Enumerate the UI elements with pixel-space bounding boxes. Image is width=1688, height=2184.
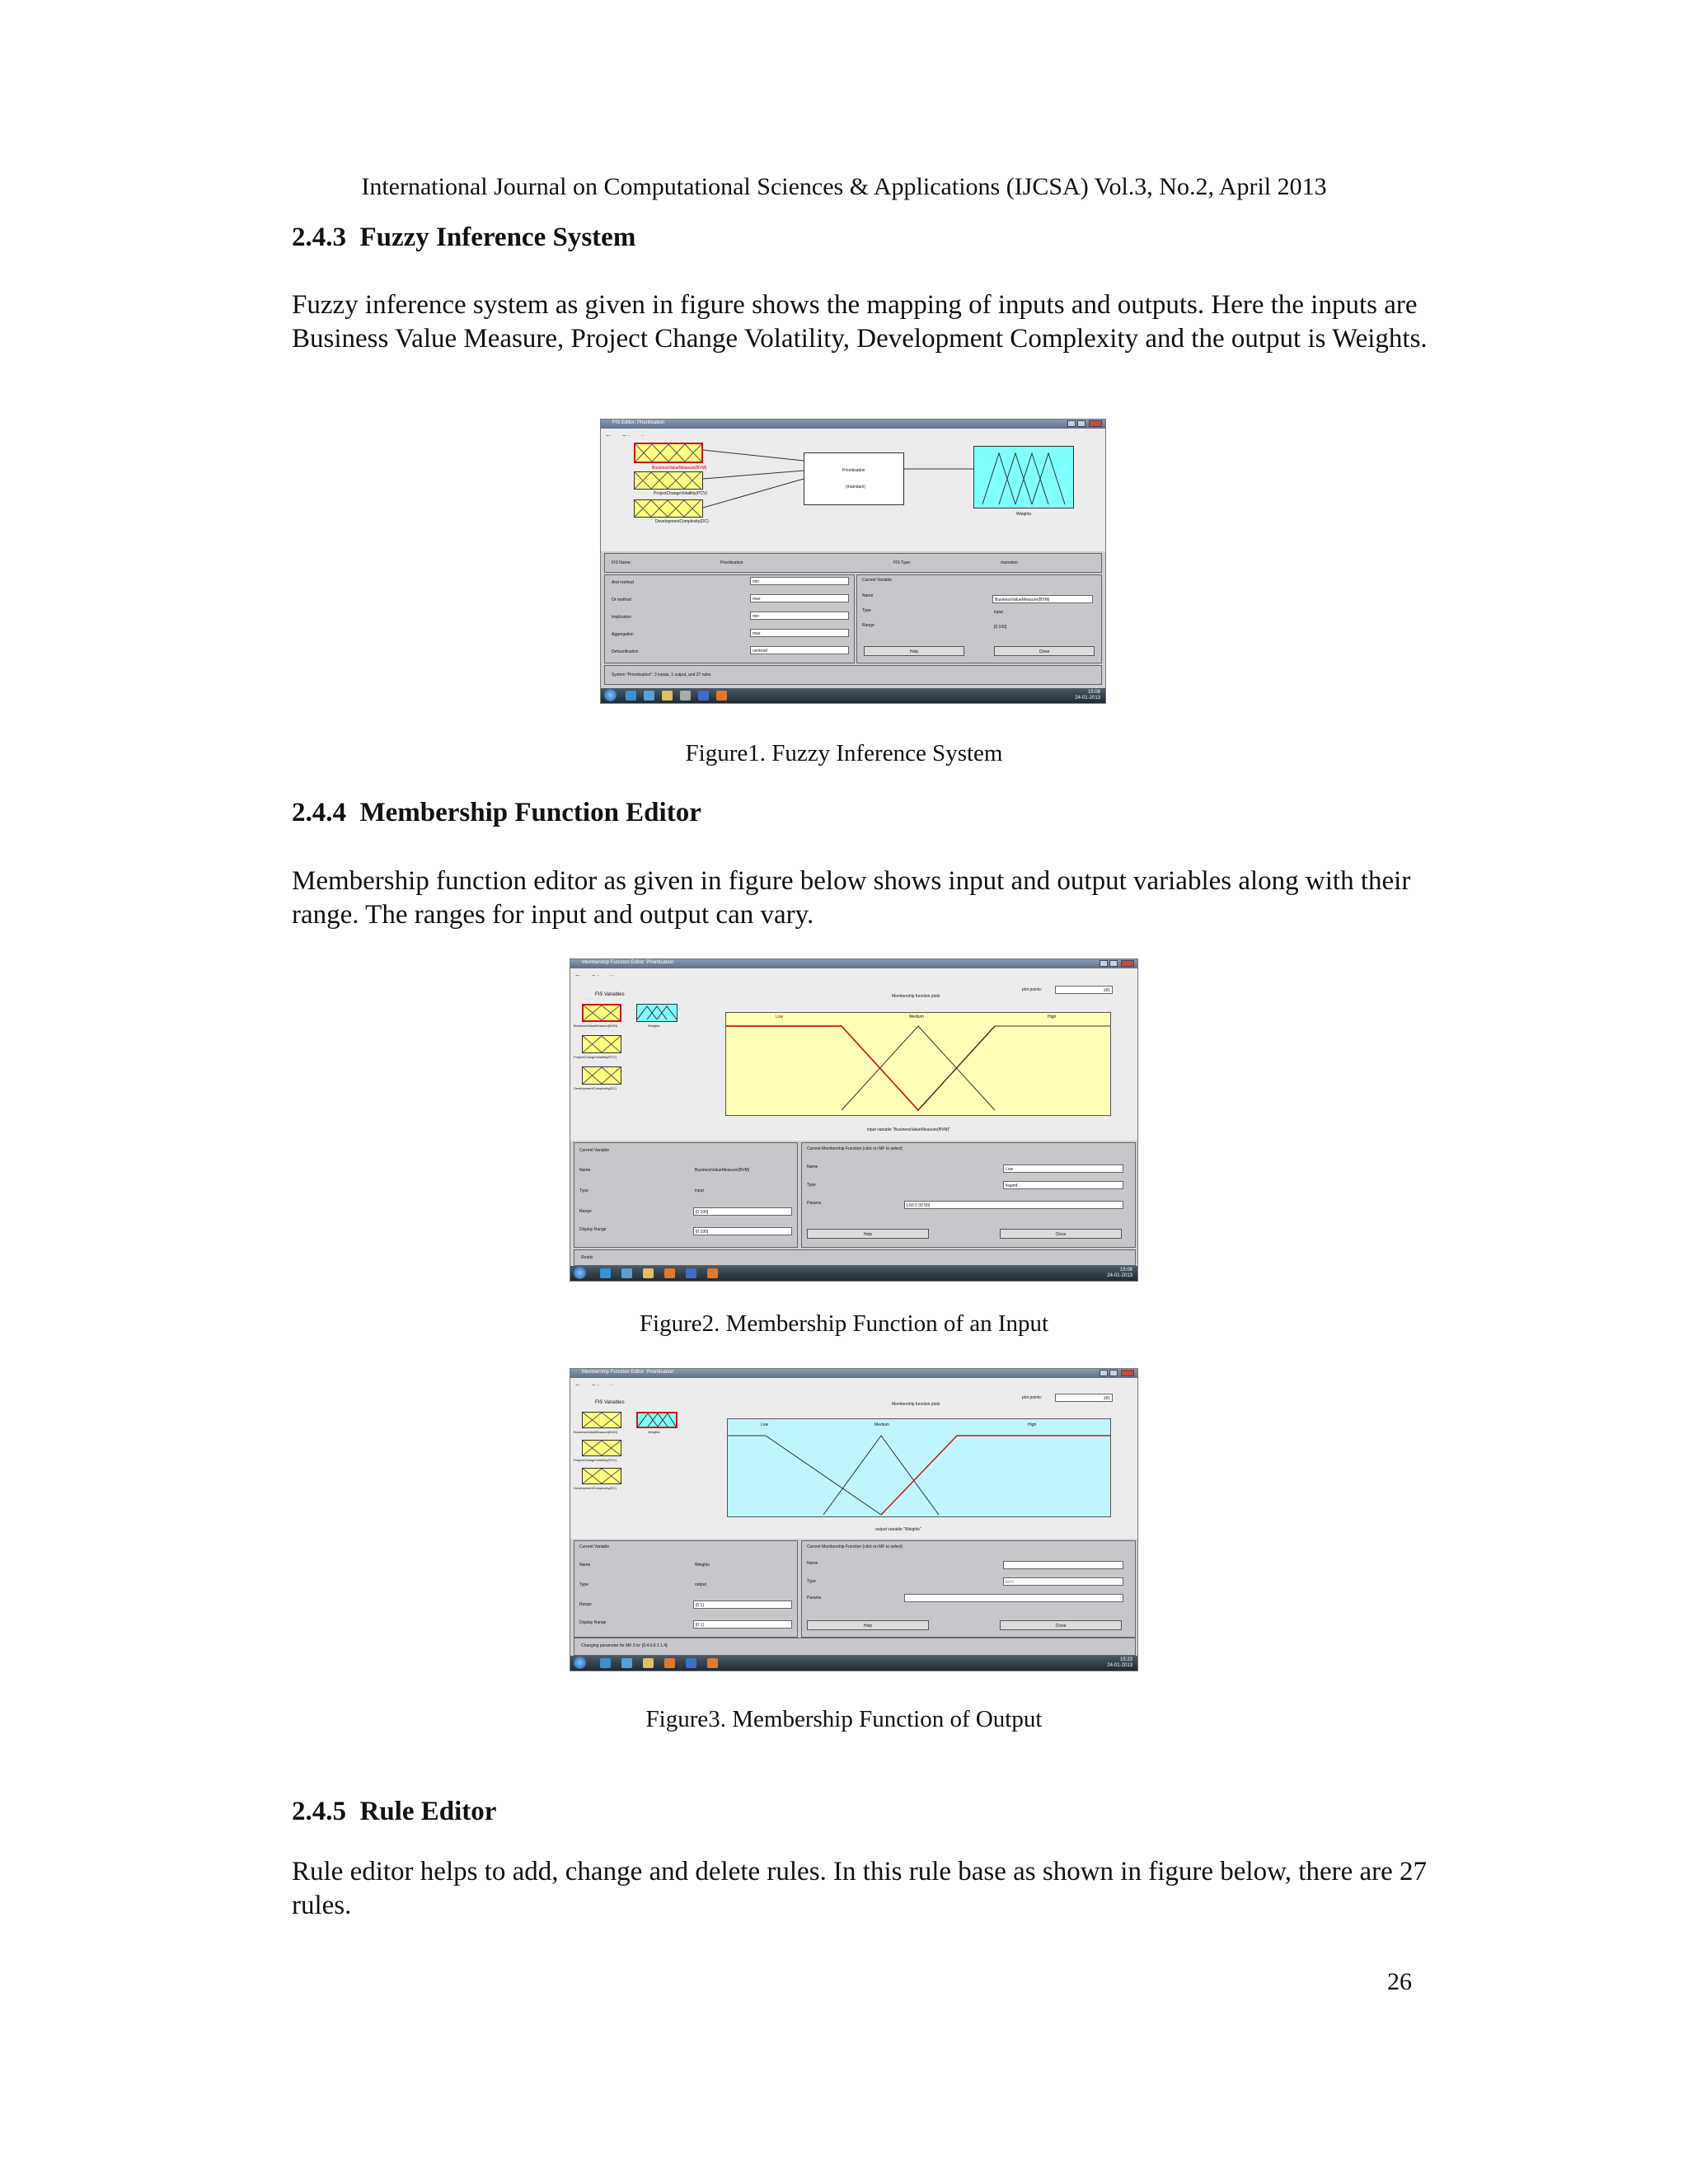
var-bvm-box[interactable]: [582, 1412, 621, 1428]
mf-shapes-icon: [584, 1005, 620, 1020]
mf-params-field[interactable]: [904, 1594, 1123, 1602]
var-bvm-label: BusinessValueMeasure(BVM): [574, 1024, 618, 1028]
input-dc-box[interactable]: [634, 499, 703, 518]
section-paragraph-mfe: Membership function editor as given in figure below shows input and output variables along with their range. The ranges for input and output can vary.: [292, 866, 1411, 930]
cv-name-value: Weights: [695, 1563, 710, 1568]
status-text: Ready: [581, 1255, 593, 1260]
word-icon[interactable]: [698, 691, 709, 701]
section-title: Membership Function Editor: [359, 798, 701, 827]
cv-display-range-label: Display Range: [579, 1227, 607, 1232]
clock-time: 15:23: [1119, 1657, 1132, 1662]
fis-variables-title: FIS Variables: [595, 1400, 625, 1405]
mf-label-medium: Medium: [909, 1015, 924, 1019]
and-method-label: And method: [612, 580, 634, 585]
maximize-icon[interactable]: [1109, 1370, 1118, 1376]
input-bvm-box[interactable]: [634, 443, 703, 463]
methods-panel: [604, 574, 855, 663]
section-paragraph-rule-editor: Rule editor helps to add, change and delete rules. In this rule base as shown in figure below, there are 27 rules.: [292, 1857, 1428, 1920]
or-method-label: Or method: [612, 598, 631, 602]
cv-range-value: [0 100]: [994, 625, 1007, 630]
windows-taskbar: [601, 688, 1105, 703]
media-icon[interactable]: [621, 1658, 632, 1668]
window-titlebar: [570, 1369, 1137, 1378]
section-heading-rule-editor: [292, 1797, 496, 1827]
input-pcv-box[interactable]: [634, 471, 703, 490]
defuzzification-select[interactable]: centroid: [750, 646, 849, 654]
section-number: 2.4.4: [292, 798, 346, 827]
start-icon[interactable]: [574, 1267, 586, 1279]
windows-taskbar: [570, 1656, 1137, 1671]
close-button[interactable]: Close: [994, 646, 1095, 656]
implication-select[interactable]: min: [750, 612, 849, 620]
cv-type-value: input: [994, 610, 1003, 615]
or-method-select[interactable]: max: [750, 594, 849, 602]
var-weights-label: Weights: [648, 1430, 660, 1434]
cv-name-value: BusinessValueMeasure(BVM): [695, 1168, 750, 1173]
mf-plot-svg: [726, 1013, 1110, 1115]
current-mf-title: Current Membership Function (click on MF to select): [807, 1544, 903, 1549]
mf-shapes-icon: [637, 1005, 677, 1021]
mf-label-high: High: [1048, 1015, 1057, 1019]
word-icon[interactable]: [686, 1658, 696, 1668]
folder-icon[interactable]: [643, 1268, 654, 1278]
section-title: Fuzzy Inference System: [359, 223, 636, 252]
figure-3-screenshot: [570, 1368, 1138, 1671]
cv-display-range-label: Display Range: [579, 1620, 607, 1625]
output-weights-box[interactable]: [973, 446, 1074, 509]
mf-shapes-icon: [583, 1036, 621, 1052]
var-dc-label: DevelopmentComplexity(DC): [574, 1486, 617, 1490]
var-pcv-box[interactable]: [582, 1440, 621, 1456]
minimize-icon[interactable]: [1100, 1370, 1108, 1376]
mf-label-low: Low: [776, 1015, 784, 1019]
ie-icon[interactable]: [600, 1658, 611, 1668]
and-method-select[interactable]: min: [750, 577, 849, 585]
firefox-icon[interactable]: [664, 1268, 675, 1278]
figure-2-screenshot: [570, 958, 1138, 1282]
var-weights-box[interactable]: [636, 1004, 678, 1022]
media-icon[interactable]: [644, 691, 654, 701]
cv-range-label: Range: [862, 623, 874, 628]
window-titlebar: [601, 419, 1105, 429]
page-number: 26: [1387, 1968, 1412, 1995]
matlab-icon[interactable]: [707, 1268, 718, 1278]
mf-shapes-icon: [583, 1441, 621, 1455]
windows-taskbar: [570, 1266, 1137, 1281]
mf-shapes-icon: [635, 500, 702, 517]
section-number: 2.4.3: [292, 223, 346, 252]
fis-name-panel: [604, 553, 1102, 573]
help-button[interactable]: Help: [807, 1229, 929, 1239]
aggregation-label: Aggregation: [612, 632, 634, 637]
mf-params-label: Params: [807, 1201, 822, 1206]
mf-plot-area[interactable]: [727, 1418, 1111, 1517]
close-button[interactable]: Close: [1000, 1229, 1122, 1239]
figure-2-caption: Figure2. Membership Function of an Input: [639, 1310, 1049, 1337]
current-mf-panel: [801, 1540, 1136, 1638]
cv-range-label: Range: [579, 1602, 592, 1607]
taskbar-clock: [1107, 1657, 1132, 1669]
start-icon[interactable]: [604, 689, 617, 701]
mf-editor-area: [570, 976, 1137, 1141]
input-bvm-label: BusinessValueMeasure(BVM): [652, 466, 707, 471]
figure-3-caption: Figure3. Membership Function of Output: [645, 1706, 1043, 1732]
fis-variables-title: FIS Variables: [595, 992, 625, 997]
mf-name-field[interactable]: [1003, 1561, 1123, 1569]
plot-points-label: plot points:: [1022, 1395, 1043, 1400]
output-mf-shapes-icon: [974, 447, 1073, 508]
cv-type-label: Type: [579, 1188, 588, 1193]
folder-icon[interactable]: [643, 1658, 654, 1668]
cv-display-range-field[interactable]: [0 1]: [693, 1620, 792, 1629]
var-dc-box[interactable]: [582, 1468, 621, 1484]
close-icon[interactable]: [1121, 960, 1134, 967]
section-heading-mfe: [292, 798, 701, 828]
mf-shapes-icon: [635, 444, 701, 462]
defuzzification-label: Defuzzification: [612, 649, 639, 654]
menu-bar: [570, 968, 1137, 976]
firefox-icon[interactable]: [664, 1658, 675, 1668]
menu-bar: [570, 1378, 1137, 1385]
status-text: System "Prioritisation": 3 inputs, 1 output, and 27 rules: [612, 673, 711, 677]
mf-name-label: Name: [807, 1561, 818, 1566]
plot-points-label: plot points:: [1022, 987, 1043, 992]
status-bar: [574, 1249, 1136, 1266]
fis-type-value: mamdani: [1001, 560, 1018, 565]
clock-date: 24-01-2013: [1075, 696, 1100, 701]
word-icon[interactable]: [686, 1268, 696, 1278]
close-icon[interactable]: [1121, 1370, 1134, 1376]
mf-shapes-icon: [638, 1413, 676, 1427]
mf-shapes-icon: [583, 1413, 621, 1427]
cv-type-label: Type: [579, 1582, 588, 1587]
matlab-icon[interactable]: [707, 1658, 718, 1668]
plot-points-field[interactable]: 181: [1055, 1394, 1113, 1402]
plot-title: Membership function plots: [892, 994, 940, 999]
help-button[interactable]: Help: [807, 1620, 929, 1630]
start-icon[interactable]: [574, 1657, 586, 1669]
cv-range-field[interactable]: [0 100]: [693, 1207, 792, 1216]
matlab-icon[interactable]: [716, 691, 727, 701]
current-variable-title: Current Variable: [862, 578, 893, 583]
fis-type-label: FIS Type:: [893, 560, 912, 565]
ie-icon[interactable]: [600, 1268, 611, 1278]
minimize-icon[interactable]: [1067, 420, 1076, 427]
current-variable-panel: [856, 574, 1102, 663]
plot-title: Membership function plots: [892, 1402, 940, 1407]
fis-diagram-area: [601, 436, 1105, 551]
media-icon[interactable]: [621, 1268, 632, 1278]
var-pcv-label: ProjectChangeVolatility(PCV): [574, 1458, 617, 1462]
var-pcv-label: ProjectChangeVolatility(PCV): [574, 1055, 617, 1059]
current-variable-panel: [574, 1540, 798, 1638]
var-weights-label: Weights: [648, 1024, 660, 1028]
window-title: Membership Function Editor: Prioritisation: [582, 960, 674, 965]
current-mf-title: Current Membership Function (click on MF to select): [807, 1146, 903, 1151]
mf-label-medium: Medium: [874, 1422, 889, 1427]
mf-type-select[interactable]: trimf: [1003, 1577, 1123, 1586]
cv-name-label: Name: [579, 1168, 591, 1173]
implication-label: Implication: [612, 615, 631, 620]
plot-points-field[interactable]: 181: [1055, 986, 1113, 994]
cv-type-label: Type: [862, 608, 871, 613]
fis-name-value: Prioritisation: [720, 560, 743, 565]
current-mf-panel: [801, 1142, 1136, 1248]
minimize-icon[interactable]: [1100, 960, 1108, 967]
maximize-icon[interactable]: [1077, 420, 1085, 427]
plot-xlabel: output variable "Weights": [875, 1527, 921, 1532]
mf-params-field[interactable]: [-50 0 30 50]: [904, 1201, 1123, 1209]
mf-label-high: High: [1028, 1422, 1037, 1427]
mf-label-low: Low: [761, 1422, 769, 1427]
var-dc-label: DevelopmentComplexity(DC): [574, 1086, 617, 1090]
figure-1-screenshot: [600, 419, 1106, 704]
help-button[interactable]: Help: [864, 646, 964, 656]
var-dc-box[interactable]: [582, 1066, 621, 1085]
current-variable-title: Current Variable: [579, 1148, 610, 1153]
app-icon[interactable]: [680, 691, 691, 701]
figure-1-caption: Figure1. Fuzzy Inference System: [685, 740, 1003, 766]
clock-time: 15:08: [1119, 1268, 1132, 1272]
input-pcv-label: ProjectChangeVolatility(PCV): [654, 491, 708, 496]
system-name: Prioritisation: [842, 468, 865, 473]
var-bvm-label: BusinessValueMeasure(BVM): [574, 1430, 618, 1434]
fis-name-label: FIS Name:: [612, 560, 631, 565]
plot-xlabel: input variable "BusinessValueMeasure(BVM)": [867, 1127, 951, 1132]
section-heading-fis: [292, 223, 635, 253]
cv-name-field[interactable]: BusinessValueMeasure(BVM): [992, 595, 1093, 603]
folder-icon[interactable]: [662, 691, 673, 701]
close-icon[interactable]: [1089, 420, 1102, 427]
menu-bar: [601, 429, 1105, 436]
mf-shapes-icon: [583, 1469, 621, 1483]
taskbar-clock: [1075, 690, 1100, 701]
output-weights-label: Weights: [1016, 512, 1031, 517]
cv-range-field[interactable]: [0 1]: [693, 1601, 792, 1609]
taskbar-clock: [1107, 1268, 1132, 1279]
status-text: Changing parameter for MF 3 to: [0.4 0.6 1 1.4]: [581, 1643, 668, 1648]
fis-system-box[interactable]: [804, 452, 904, 505]
section-title: Rule Editor: [359, 1797, 497, 1826]
cv-type-value: input: [695, 1188, 704, 1193]
aggregation-select[interactable]: max: [750, 629, 849, 637]
input-dc-label: DevelopmentComplexity(DC): [655, 519, 709, 524]
clock-time: 15:08: [1087, 690, 1100, 695]
window-titlebar: [570, 959, 1137, 968]
current-variable-panel: [574, 1142, 798, 1248]
section-number: 2.4.5: [292, 1797, 346, 1826]
var-weights-box[interactable]: [636, 1412, 678, 1428]
mf-shapes-icon: [583, 1067, 621, 1084]
mf-editor-area: [570, 1385, 1137, 1539]
window-title: Membership Function Editor: Prioritisation: [582, 1370, 674, 1375]
mf-shapes-icon: [635, 472, 702, 489]
status-bar: [574, 1638, 1136, 1656]
ie-icon[interactable]: [626, 691, 636, 701]
var-pcv-box[interactable]: [582, 1035, 621, 1053]
mf-type-label: Type: [807, 1183, 816, 1188]
clock-date: 24-01-2013: [1107, 1273, 1132, 1278]
cv-type-value: output: [695, 1582, 706, 1587]
journal-header: International Journal on Computational Sciences & Applications (IJCSA) Vol.3, No.2, April 2013: [361, 173, 1327, 200]
cv-name-label: Name: [579, 1563, 591, 1568]
mf-name-field[interactable]: Low: [1003, 1165, 1123, 1173]
section-paragraph-fis: Fuzzy inference system as given in figure shows the mapping of inputs and outputs. Here the inputs are Business Value Measure, Project Change Volatility, Development Complexity and the output is Weights.: [292, 290, 1428, 354]
cv-display-range-field[interactable]: [0 100]: [693, 1227, 792, 1235]
mf-type-select[interactable]: trapmf: [1003, 1181, 1123, 1189]
status-bar: [604, 665, 1102, 685]
current-variable-title: Current Variable: [579, 1544, 610, 1549]
mf-plot-svg: [728, 1419, 1110, 1516]
mf-name-label: Name: [807, 1165, 818, 1169]
cv-range-label: Range: [579, 1209, 592, 1214]
mf-plot-area[interactable]: [725, 1012, 1111, 1116]
system-type: (mamdani): [846, 485, 865, 490]
mf-type-label: Type: [807, 1579, 816, 1584]
clock-date: 24-01-2013: [1107, 1663, 1132, 1668]
cv-name-label: Name: [862, 593, 874, 598]
maximize-icon[interactable]: [1109, 960, 1118, 967]
close-button[interactable]: Close: [1000, 1620, 1122, 1630]
mf-params-label: Params: [807, 1596, 822, 1601]
var-bvm-box[interactable]: [582, 1004, 621, 1022]
window-title: FIS Editor: Prioritisation: [612, 420, 665, 425]
